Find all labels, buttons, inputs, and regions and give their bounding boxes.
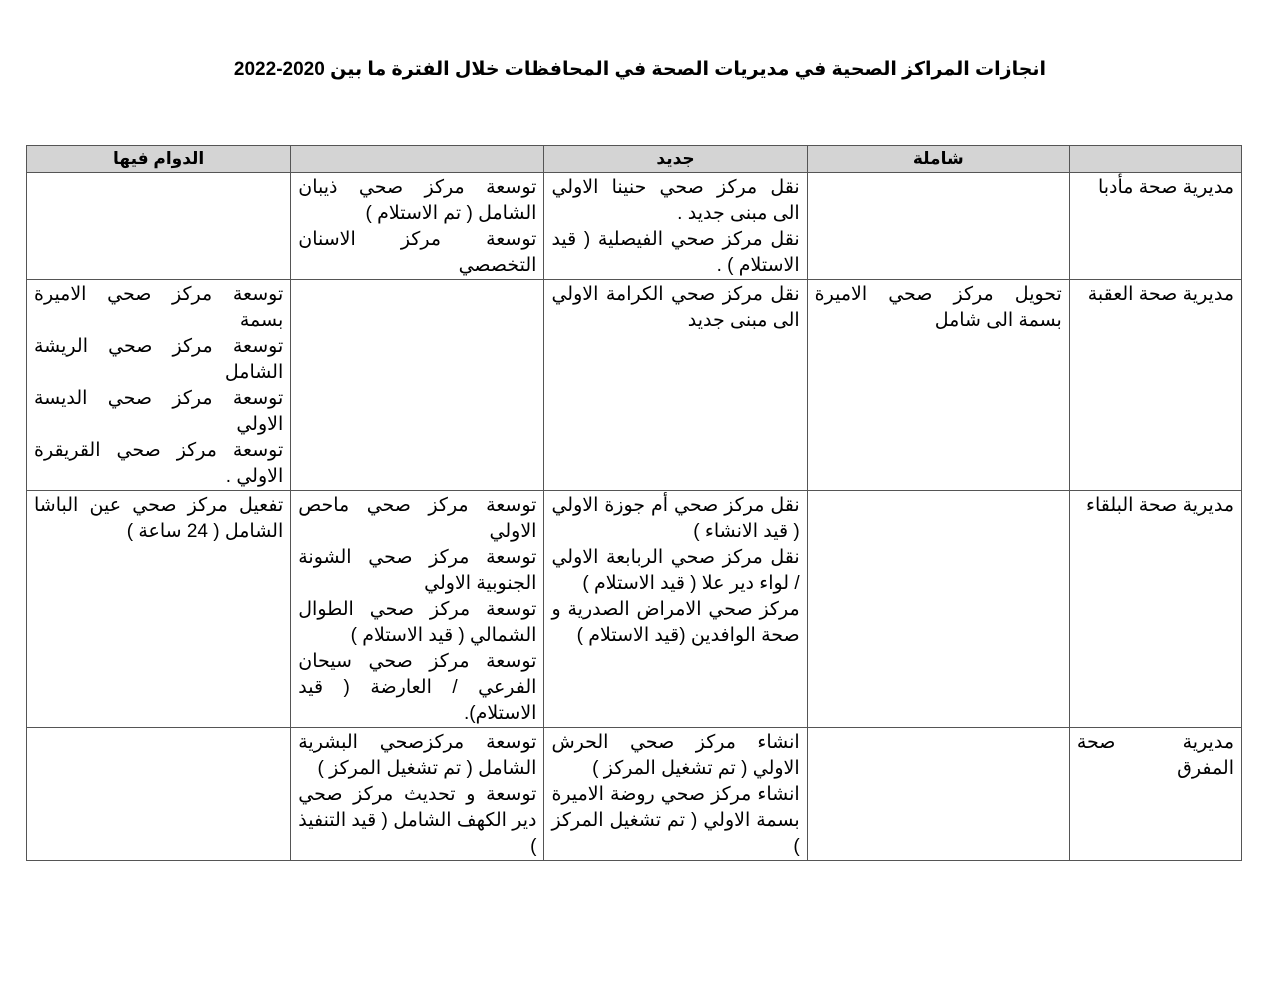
table-row — [27, 491, 1242, 728]
page-title: انجازات المراكز الصحية في مديريات الصحة في المحافظات خلال الفترة ما بين 2020-2022 — [233, 59, 1047, 80]
table-header-row — [27, 146, 1242, 173]
header-directorate — [1069, 146, 1241, 173]
new-cell — [544, 491, 807, 728]
comprehensive-cell — [807, 728, 1069, 861]
cell-line: مركز صحي الامراض الصدرية و صحة الوافدين (قيد الاستلام ) — [551, 599, 800, 646]
expansion-cell — [291, 173, 544, 280]
achievements-table — [26, 145, 1242, 861]
new-cell — [544, 280, 807, 491]
cell-line: توسعة مركز صحي سيحان الفرعي / العارضة ( قيد الاستلام). — [298, 651, 537, 724]
cell-line: توسعة مركزصحي البشرية الشامل ( تم تشغيل المركز ) — [298, 732, 537, 779]
expansion-cell — [291, 491, 544, 728]
directorate-cell — [1069, 491, 1241, 728]
header-new: جديد — [544, 146, 807, 173]
directorate-cell — [1069, 728, 1241, 861]
table-row — [27, 728, 1242, 861]
header-expansion — [291, 146, 544, 173]
directorate-name: مديرية صحة العقبة — [1087, 284, 1234, 305]
directorate-name: مديرية صحة البلقاء — [1086, 495, 1234, 516]
table-row — [27, 173, 1242, 280]
header-comprehensive: شاملة — [807, 146, 1069, 173]
cell-line: نقل مركز صحي الفيصلية ( قيد الاستلام ) . — [551, 229, 800, 276]
cell-line: تحويل مركز صحي الاميرة بسمة الى شامل — [814, 284, 1062, 331]
cell-line: انشاء مركز صحي روضة الاميرة بسمة الاولي ( تم تشغيل المركز ) — [551, 784, 800, 857]
comprehensive-cell — [807, 280, 1069, 491]
expansion-cell — [291, 280, 544, 491]
cell-line: توسعة مركز صحي القريقرة الاولي . — [34, 440, 284, 487]
working-hours-cell — [27, 728, 291, 861]
table-row — [27, 280, 1242, 491]
expansion-cell — [291, 728, 544, 861]
cell-line: توسعة مركز صحي الريشة الشامل — [34, 336, 284, 383]
working-hours-cell — [27, 173, 291, 280]
directorate-cell — [1069, 173, 1241, 280]
cell-line: نقل مركز صحي الكرامة الاولي الى مبنى جديد — [551, 284, 800, 331]
cell-line: نقل مركز صحي حنينا الاولي الى مبنى جديد . — [551, 177, 800, 224]
header-working-hours: الدوام فيها — [27, 146, 291, 173]
cell-line: توسعة مركز صحي ماحص الاولي — [298, 495, 537, 542]
cell-line: انشاء مركز صحي الحرش الاولي ( تم تشغيل المركز ) — [551, 732, 800, 779]
comprehensive-cell — [807, 173, 1069, 280]
cell-line: نقل مركز صحي أم جوزة الاولي ( قيد الانشاء ) — [551, 495, 800, 542]
cell-line: توسعة و تحديث مركز صحي دير الكهف الشامل ( قيد التنفيذ ) — [298, 784, 537, 857]
working-hours-cell — [27, 491, 291, 728]
directorate-name: مديرية صحة المفرق — [1076, 732, 1234, 779]
cell-line: تفعيل مركز صحي عين الباشا الشامل ( 24 ساعة ) — [34, 495, 284, 542]
cell-line: توسعة مركز صحي الطوال الشمالي ( قيد الاستلام ) — [298, 599, 537, 646]
cell-line: توسعة مركز الاسنان التخصصي — [298, 229, 537, 276]
new-cell — [544, 728, 807, 861]
cell-line: توسعة مركز صحي الشونة الجنوبية الاولي — [298, 547, 537, 594]
directorate-name: مديرية صحة مأدبا — [1097, 177, 1234, 198]
cell-line: نقل مركز صحي الربابعة الاولي / لواء دير علا ( قيد الاستلام ) — [551, 547, 800, 594]
cell-line: توسعة مركز صحي ذيبان الشامل ( تم الاستلام ) — [298, 177, 537, 224]
cell-line: توسعة مركز صحي الديسة الاولي — [34, 388, 284, 435]
directorate-cell — [1069, 280, 1241, 491]
comprehensive-cell — [807, 491, 1069, 728]
new-cell — [544, 173, 807, 280]
cell-line: توسعة مركز صحي الاميرة بسمة — [34, 284, 284, 331]
working-hours-cell — [27, 280, 291, 491]
